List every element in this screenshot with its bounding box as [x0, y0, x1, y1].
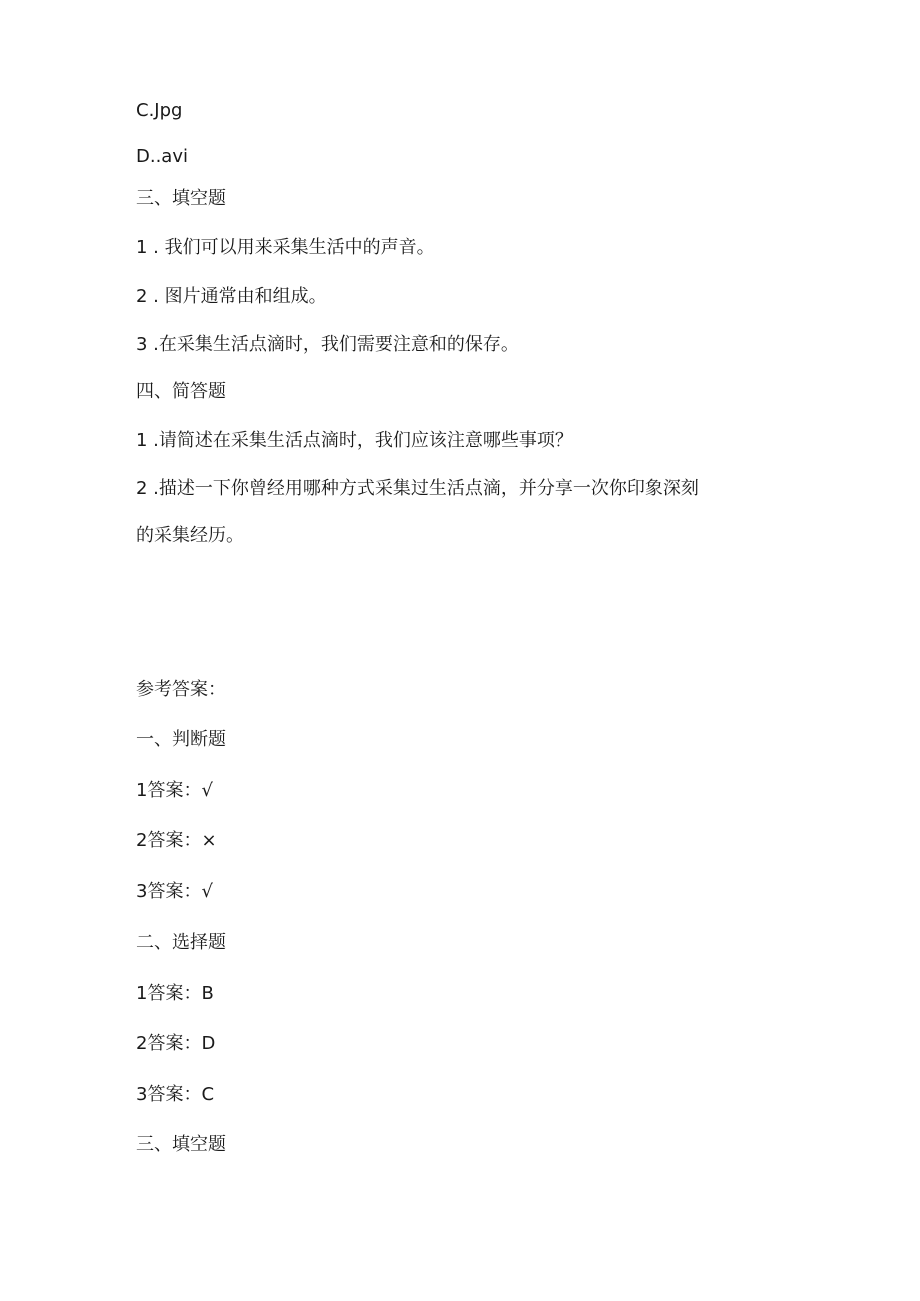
- section-heading-short: 四、简答题: [136, 381, 226, 402]
- fill-question-3: 3 .在采集生活点滴时，我们需要注意和的保存。: [136, 334, 519, 355]
- short-question-1: 1 .请简述在采集生活点滴时，我们应该注意哪些事项？: [136, 430, 573, 451]
- short-question-2: 2 .描述一下你曾经用哪种方式采集过生活点滴，并分享一次你印象深刻: [136, 478, 699, 499]
- answer-choice-1: 1答案：B: [136, 983, 214, 1004]
- fill-question-1: 1 . 我们可以用来采集生活中的声音。: [136, 237, 435, 258]
- fill-question-2: 2 . 图片通常由和组成。: [136, 286, 327, 307]
- short-question-2-cont: 的采集经历。: [136, 525, 244, 546]
- option-c: C.Jpg: [136, 100, 183, 121]
- answer-key-heading: 参考答案：: [136, 679, 226, 700]
- answer-choice-2: 2答案：D: [136, 1033, 216, 1054]
- answer-judge-1: 1答案：√: [136, 780, 213, 801]
- answer-choice-3: 3答案：C: [136, 1084, 215, 1105]
- answer-section-choice: 二、选择题: [136, 932, 226, 953]
- answer-section-fill: 三、填空题: [136, 1134, 226, 1155]
- answer-section-judge: 一、判断题: [136, 729, 226, 750]
- section-heading-fill: 三、填空题: [136, 188, 226, 209]
- option-d: D..avi: [136, 146, 188, 167]
- answer-judge-3: 3答案：√: [136, 881, 213, 902]
- answer-judge-2: 2答案：×: [136, 830, 217, 851]
